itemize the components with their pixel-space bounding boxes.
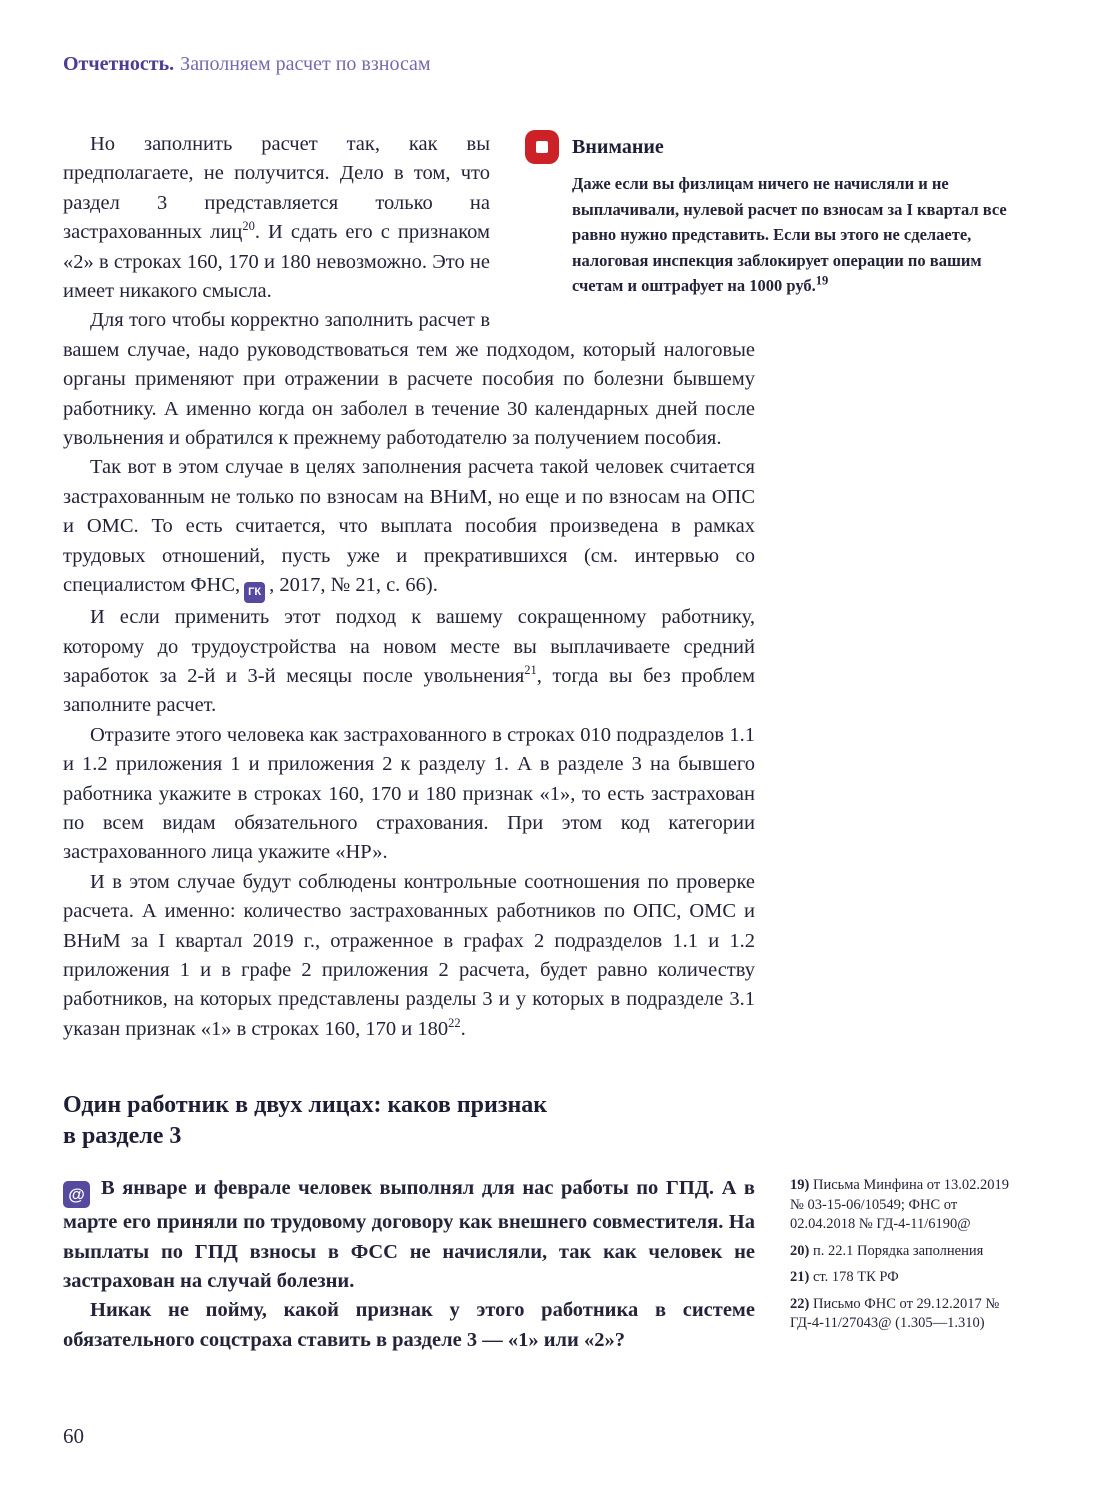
at-icon: @: [63, 1181, 90, 1208]
footnote-text: Письмо ФНС от 29.12.2017 № ГД-4-11/27043@ (1.305—1.310): [790, 1295, 1000, 1332]
footnote: [790, 1295, 1018, 1334]
question-paragraph: [63, 1296, 755, 1355]
attention-icon-inner: [536, 141, 548, 153]
body-paragraph: [63, 603, 755, 721]
attention-title: Внимание: [572, 135, 664, 158]
rubric-subtitle: Заполняем расчет по взносам: [180, 53, 431, 75]
section-heading-line: в разделе 3: [63, 1123, 182, 1150]
body-paragraph: [63, 306, 755, 453]
question-paragraph: [63, 1174, 755, 1296]
paragraph-text: Так вот в этом случае в целях заполнения расчета такой человек считается застрахованным не только по взносам на ВНиМ, но еще и по взносам на ОПС и ОМС. То есть считается, что выплата пособия произведена в рамках трудовых отношений, пусть уже и прекратившихся (см. интервью со специалистом ФНС,: [63, 456, 755, 597]
footnote-ref-19: 19: [815, 273, 829, 288]
attention-text-content: Даже если вы физлицам ничего не начисляли и не выплачивали, нулевой расчет по взносам за I квартал все равно нужно представить. Если вы этого не сделаете, налоговая инспекция заблокирует операции по вашим счетам и оштрафует на 1000 руб.: [572, 174, 1007, 295]
footnote-text: п. 22.1 Порядка заполнения: [812, 1242, 984, 1259]
footnote-number: 19): [790, 1177, 810, 1194]
glavkniga-logo-icon: ГК: [244, 582, 265, 603]
section-heading-line: Один работник в двух лицах: каков признак: [63, 1092, 548, 1119]
attention-text: [525, 171, 1018, 299]
attention-callout: [525, 130, 1018, 299]
section-heading: [63, 1090, 755, 1152]
page-header: [63, 52, 431, 76]
question-text: В январе и феврале человек выполнял для нас работы по ГПД. А в марте его приняли по трудовому договору как внешнего совместителя. На выплаты по ГПД взносы в ФСС не начисляли, так как человек не застрахован на случай болезни.: [63, 1177, 755, 1292]
footnote-ref-22: 22: [448, 1015, 461, 1030]
rubric-label: Отчетность.: [63, 53, 175, 75]
footnote-text: ст. 178 ТК РФ: [812, 1269, 899, 1286]
paragraph-text: . И сдать его с признаком «2» в строках 160, 170 и 180 невозможно. Это не имеет никакого смысла.: [63, 221, 491, 303]
article-body: [63, 130, 1018, 1355]
paragraph-text: , тогда вы без проблем заполните расчет.: [63, 664, 756, 717]
body-paragraph: [63, 453, 755, 603]
paragraph-text: Но заполнить расчет так, как вы предполагаете, не получится. Дело в том, что раздел 3 представляется только на застрахованных лиц: [63, 133, 490, 244]
footnote-ref-21: 21: [524, 663, 537, 678]
attention-icon: [525, 130, 559, 164]
footnote: [790, 1176, 1018, 1235]
footnote: [790, 1268, 1018, 1288]
footnote-number: 22): [790, 1295, 810, 1312]
footnote-ref-20: 20: [242, 219, 255, 234]
question-text: Никак не пойму, какой признак у этого работника в системе обязательного соцстраха ставить в разделе 3 — «1» или «2»?: [63, 1299, 755, 1351]
paragraph-text: И если применить этот подход к вашему сокращенному работнику, которому до трудоустройства на новом месте вы выплачиваете средний заработок за 2-й и 3-й месяцы после увольнения: [63, 606, 755, 687]
paragraph-text: И в этом случае будут соблюдены контрольные соотношения по проверке расчета. А именно: количество застрахованных работников по ОПС, ОМС и ВНиМ за I квартал 2019 г., отраженное в графах 2 подразделов 1.1 и 1.2 приложения 1 и в графе 2 приложения 2 расчета, будет равно количеству работников, на которых представлены разделы 3 и у которых в подразделе 3.1 указан признак «1» в строках 160, 170 и 180: [63, 870, 755, 1040]
footnote-number: 21): [790, 1269, 810, 1286]
footnote-text: Письма Минфина от 13.02.2019 № 03-15-06/10549; ФНС от 02.04.2018 № ГД-4-11/6190@: [790, 1177, 1010, 1233]
paragraph-text: Для того чтобы корректно заполнить расчет в вашем случае, надо руководствоваться тем же подходом, который налоговые органы применяют при отражении в расчете пособия по болезни бывшему работнику. А именно когда он заболел в течение 30 календарных дней после увольнения и обратился к прежнему работодателю за получением пособия.: [63, 309, 755, 450]
page-number: 60: [63, 1424, 84, 1448]
attention-header: [525, 130, 1018, 164]
question-and-footnotes-row: [63, 1174, 1018, 1355]
reader-question: [63, 1174, 755, 1355]
paragraph-text: , 2017, № 21, с. 66).: [269, 574, 438, 597]
margin-footnotes: [790, 1174, 1018, 1341]
body-paragraph: [63, 721, 755, 868]
paragraph-text: .: [460, 1017, 466, 1040]
body-paragraph: [63, 868, 755, 1044]
paragraph-text: Отразите этого человека как застрахованного в строках 010 подразделов 1.1 и 1.2 приложения 1 и приложения 2 к разделу 1. А в разделе 3 на бывшего работника укажите в строках 160, 170 и 180 признак «1», то есть застрахован по всем видам обязательного страхования. При этом код категории застрахованного лица укажите «НР».: [63, 723, 755, 864]
footnote-number: 20): [790, 1242, 810, 1259]
footnote: [790, 1242, 1018, 1262]
